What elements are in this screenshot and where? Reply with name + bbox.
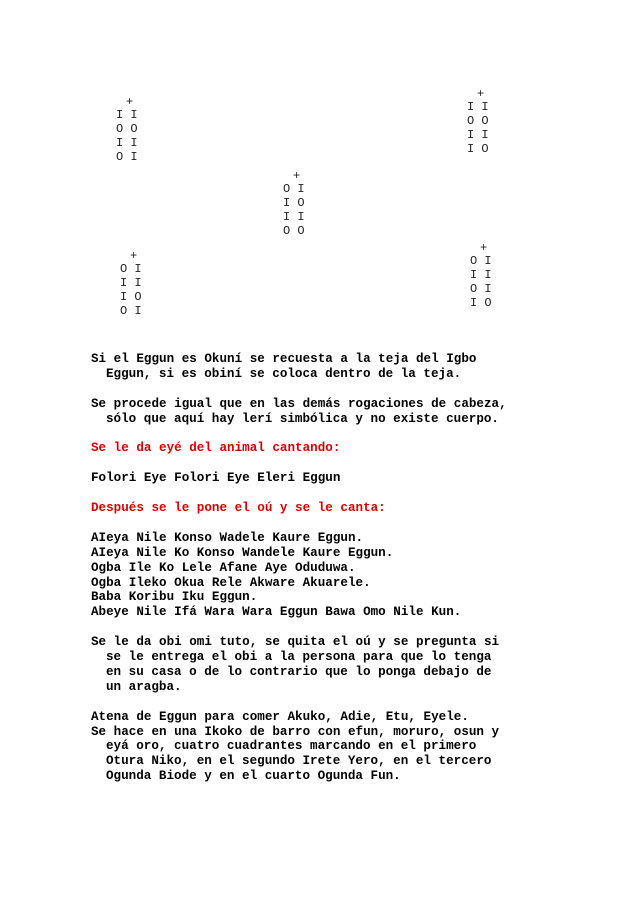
text-line: sólo que aquí hay lerí simbólica y no existe cuerpo. [106,411,499,426]
text-line: un aragba. [106,679,182,694]
sign-row: O O [467,114,489,128]
text-line: Ogba Ile Ko Lele Afane Aye Oduduwa. [91,560,356,575]
sign-row: I I [470,268,492,282]
sign-row: I I [116,108,138,122]
text-line: Se le da obi omi tuto, se quita el oú y se pregunta si [91,635,500,650]
text-line: AIeya Nile Konso Wadele Kaure Eggun. [91,530,364,545]
text-line: Otura Niko, en el segundo Irete Yero, en el tercero [106,754,492,769]
text-line: se le entrega el obi a la persona para que lo tenga [106,650,492,665]
sign-row: I O [283,196,305,210]
text-line: Después se le pone el oú y se le canta: [91,501,386,515]
text-line: Folori Eye Folori Eye Eleri Eggun [91,471,341,486]
text-line: Ogunda Biode y en el cuarto Ogunda Fun. [106,769,401,784]
plus-mark: + [293,169,301,183]
text-line: Baba Koribu Iku Eggun. [91,590,258,605]
text-line: Atena de Eggun para comer Akuko, Adie, Etu, Eyele. [91,709,469,724]
text-line: eyá oro, cuatro cuadrantes marcando en el primero [106,739,477,754]
sign-row: O O [116,122,138,136]
paragraph-eggun-placement [91,352,591,382]
sign-row: O I [470,254,492,268]
sign-row: I I [116,136,138,150]
sign-row: I O [120,290,142,304]
sign-row: O O [283,224,305,238]
odu-sign-3 [467,88,489,156]
sign-row: O I [470,282,492,296]
text-line: Si el Eggun es Okuní se recuesta a la teja del Igbo [91,352,477,366]
sign-row: I O [470,296,492,310]
sign-row: I O [467,142,489,156]
odu-sign-2 [283,170,305,238]
sign-row: I I [283,210,305,224]
text-line: Se hace en una Ikoko de barro con efun, moruro, osun y [91,724,500,739]
plus-mark: + [480,241,488,255]
sign-row: I I [120,276,142,290]
paragraph-song-2 [91,531,591,620]
plus-mark: + [477,87,485,101]
text-line: Se le da eyé del animal cantando: [91,441,341,456]
heading-eye-song [91,441,591,456]
plus-mark: + [126,95,134,109]
sign-row: O I [283,182,305,196]
odu-sign-4 [120,250,142,318]
text-line: Se procede igual que en las demás rogaciones de cabeza, [91,396,507,411]
sign-row: O I [116,150,138,164]
paragraph-obi [91,635,591,695]
paragraph-song-1 [91,471,591,486]
odu-sign-1 [116,96,138,164]
text-line: Ogba Ileko Okua Rele Akware Akuarele. [91,575,371,590]
heading-ou-song [91,501,591,516]
document-body [91,352,591,799]
sign-row: O I [120,262,142,276]
text-line: en su casa o de lo contrario que lo ponga debajo de [106,664,492,679]
text-line: AIeya Nile Ko Konso Wandele Kaure Eggun. [91,545,394,560]
sign-row: O I [120,304,142,318]
sign-row: I I [467,128,489,142]
paragraph-procedure [91,397,591,427]
odu-sign-5 [470,242,492,310]
paragraph-atena [91,710,591,785]
text-line: Abeye Nile Ifá Wara Wara Eggun Bawa Omo Nile Kun. [91,605,462,620]
sign-row: I I [467,100,489,114]
plus-mark: + [130,249,138,263]
text-line: Eggun, si es obiní se coloca dentro de la teja. [106,366,462,381]
